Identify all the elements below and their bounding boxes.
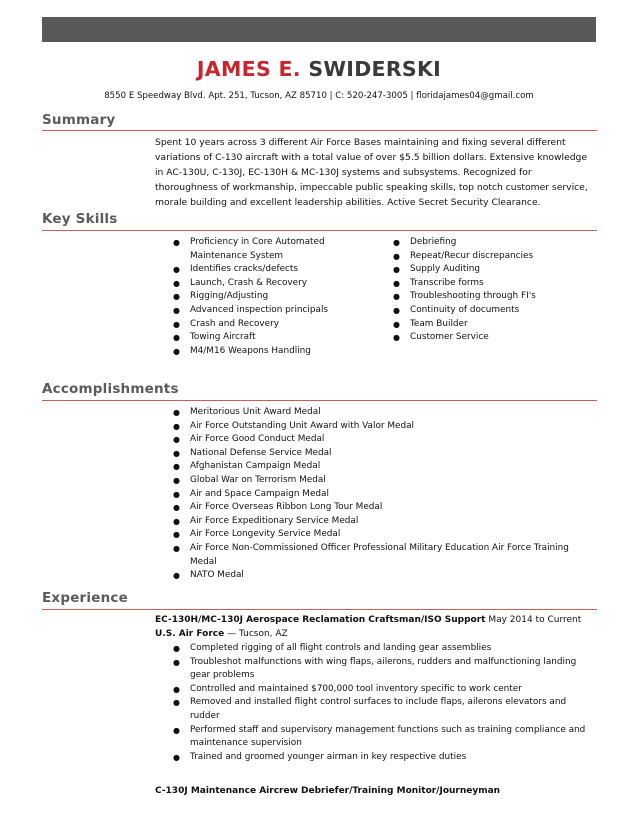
job1-bullet: ● Trained and groomed younger airman in key respective duties [173, 751, 593, 765]
skill-item: ● Troubleshooting through FI's [393, 290, 593, 304]
job1-bullet: ● Completed rigging of all flight controls and landing gear assemblies [173, 642, 593, 656]
skill-item: ● Transcribe forms [393, 277, 593, 291]
skill-item: ● Rigging/Adjusting [173, 290, 363, 304]
skill-item: ● Crash and Recovery [173, 318, 363, 332]
accomplishment-item: ● Air Force Overseas Ribbon Long Tour Medal [173, 501, 598, 515]
section-title-summary: Summary [42, 112, 116, 128]
job1-bullet: ● Controlled and maintained $700,000 tool inventory specific to work center [173, 683, 593, 697]
skill-item: ● Debriefing [393, 236, 593, 250]
accomplishment-item: ● Air Force Outstanding Unit Award with Valor Medal [173, 420, 598, 434]
skill-item: ● Continuity of documents [393, 304, 593, 318]
skill-item: ● Team Builder [393, 318, 593, 332]
skills-left-list [173, 236, 363, 358]
skill-item: ● Identifies cracks/defects [173, 263, 363, 277]
accomplishment-item: ● Air Force Non-Commissioned Officer Professional Military Education Air Force Training Medal [173, 542, 598, 569]
summary-paragraph: Spent 10 years across 3 different Air Force Bases maintaining and fixing several different variations of C-130 aircraft with a total value of over $5.5 billion dollars. Extensive knowledge in AC-130U, C-130J, EC-130H & MC-130J systems and subsystems. Recognized for thoroughness of workmanship, impeccable public speaking skills, top notch customer service, morale building and excellent leadership abilities. Active Secret Security Clearance. [155, 137, 588, 208]
skill-item: ● Proficiency in Core Automated Maintenance System [173, 236, 363, 263]
accomplishments-list [173, 406, 598, 583]
accomplishment-item: ● Air Force Expeditionary Service Medal [173, 515, 598, 529]
job1-separator: — [227, 628, 237, 639]
job1-location: Tucson, AZ [238, 628, 288, 639]
job1-employer: U.S. Air Force [155, 628, 225, 639]
skill-item: ● Customer Service [393, 331, 593, 345]
skill-item: ● Towing Aircraft [173, 331, 363, 345]
job2-title: C-130J Maintenance Aircrew Debriefer/Training Monitor/Journeyman [155, 786, 501, 796]
skills-right-list [393, 236, 593, 345]
job1-header [155, 614, 600, 641]
job1-bullets [173, 642, 593, 764]
contact-line: 8550 E Speedway Blvd. Apt. 251, Tucson, AZ 85710 | C: 520-247-3005 | floridajames04@gmail.com [104, 91, 534, 101]
accomplishment-item: ● Air Force Longevity Service Medal [173, 528, 598, 542]
accomplishment-item: ● NATO Medal [173, 569, 598, 583]
section-rule [42, 609, 597, 610]
first-name: JAMES E. [196, 57, 301, 81]
job1-bullet: ● Performed staff and supervisory management functions such as training compliance and maintenance supervision [173, 724, 593, 751]
job1-dates: May 2014 to Current [488, 615, 582, 625]
accomplishment-item: ● Air and Space Campaign Medal [173, 488, 598, 502]
section-rule [42, 130, 597, 131]
accomplishment-item: ● National Defense Service Medal [173, 447, 598, 461]
skill-item: ● Supply Auditing [393, 263, 593, 277]
section-title-experience: Experience [42, 590, 128, 606]
skill-item: ● Repeat/Recur discrepancies [393, 250, 593, 264]
accomplishment-item: ● Meritorious Unit Award Medal [173, 406, 598, 420]
job2-header [155, 785, 600, 799]
accomplishment-item: ● Air Force Good Conduct Medal [173, 433, 598, 447]
header-bar [42, 17, 596, 42]
last-name: SWIDERSKI [308, 57, 442, 81]
job1-bullet: ● Troubleshot malfunctions with wing flaps, ailerons, rudders and malfunctioning landing gear problems [173, 656, 593, 683]
job1-bullet: ● Removed and installed flight control surfaces to include flaps, ailerons elevators and rudder [173, 696, 593, 723]
accomplishment-item: ● Global War on Terrorism Medal [173, 474, 598, 488]
accomplishment-item: ● Afghanistan Campaign Medal [173, 460, 598, 474]
section-title-key-skills: Key Skills [42, 211, 118, 227]
section-rule [42, 230, 597, 231]
job1-title: EC-130H/MC-130J Aerospace Reclamation Craftsman/ISO Support [155, 615, 486, 625]
candidate-name [0, 57, 638, 81]
section-title-accomplishments: Accomplishments [42, 381, 179, 397]
skill-item: ● M4/M16 Weapons Handling [173, 345, 363, 359]
section-rule [42, 400, 597, 401]
skill-item: ● Launch, Crash & Recovery [173, 277, 363, 291]
skill-item: ● Advanced inspection principals [173, 304, 363, 318]
